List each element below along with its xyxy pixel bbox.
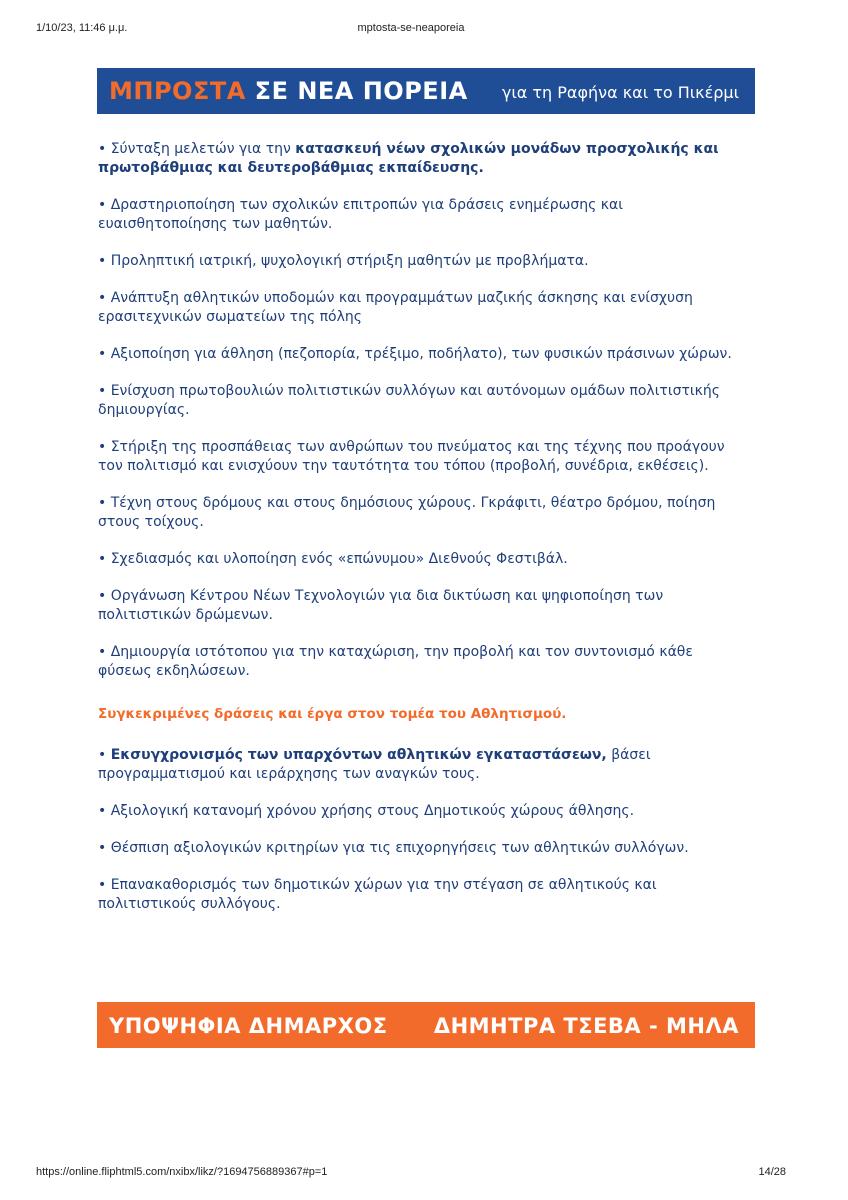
list-item-text: • Δραστηριοποίηση των σχολικών επιτροπών για δράσεις ενημέρωσης και ευαισθητοποίησης των μαθητών. [98, 197, 624, 232]
list-item [98, 140, 738, 178]
list-item [98, 746, 738, 784]
print-header [36, 22, 786, 36]
list-item-text: • Αξιολογική κατανομή χρόνου χρήσης στους Δημοτικούς χώρους άθλησης. [98, 803, 635, 819]
banner-title-accent: ΜΠΡΟΣΤΑ [109, 77, 246, 105]
list-item-text: • Τέχνη στους δρόμους και στους δημόσιους χώρους. Γκράφιτι, θέατρο δρόμου, ποίηση στους τοίχους. [98, 495, 716, 530]
list-item [98, 587, 738, 625]
list-item-text: • Δημιουργία ιστότοπου για την καταχώριση, την προβολή και τον συντονισμό κάθε φύσεως εκδηλώσεων. [98, 644, 693, 679]
list-item [98, 289, 738, 327]
list-item [98, 550, 738, 569]
list-item [98, 839, 738, 858]
list-item [98, 252, 738, 271]
list-item-text: • Αξιοποίηση για άθληση (πεζοπορία, τρέξιμο, ποδήλατο), των φυσικών πράσινων χώρων. [98, 346, 732, 362]
list-item-text: • Στήριξη της προσπάθειας των ανθρώπων του πνεύματος και της τέχνης που προάγουν τον πολιτισμό και ενισχύουν την ταυτότητα του τόπου (προβολή, συνέδρια, εκθέσεις). [98, 439, 725, 474]
bottom-banner [97, 1002, 755, 1048]
list-item [98, 345, 738, 364]
print-footer [36, 1166, 786, 1180]
candidate-role: ΥΠΟΨΗΦΙΑ ΔΗΜΑΡΧΟΣ [109, 1014, 388, 1038]
print-datetime: 1/10/23, 11:46 μ.μ. [36, 22, 128, 34]
print-page-number: 14/28 [758, 1166, 786, 1178]
actions-list-sports [98, 746, 738, 914]
section-heading-sports: Συγκεκριμένες δράσεις και έργα στον τομέα του Αθλητισμού. [98, 706, 567, 722]
list-item [98, 876, 738, 914]
list-item [98, 438, 738, 476]
list-item-text: • Ενίσχυση πρωτοβουλιών πολιτιστικών συλλόγων και αυτόνομων ομάδων πολιτιστικής δημιουργίας. [98, 383, 720, 418]
list-item-text: • Οργάνωση Κέντρου Νέων Τεχνολογιών για δια δικτύωση και ψηφιοποίηση των πολιτιστικών δρώμενων. [98, 588, 664, 623]
actions-list-culture-education [98, 140, 738, 681]
list-item-emphasis: Εκσυγχρονισμός των υπαρχόντων αθλητικών εγκαταστάσεων, [110, 747, 607, 763]
banner-subtitle: για τη Ραφήνα και το Πικέρμι [501, 83, 739, 102]
banner-title-rest: ΣΕ ΝΕΑ ΠΟΡΕΙΑ [245, 77, 468, 105]
list-item-text: • Ανάπτυξη αθλητικών υποδομών και προγραμμάτων μαζικής άσκησης και ενίσχυση ερασιτεχνικών σωματείων της πόλης [98, 290, 693, 325]
list-item-text: • Προληπτική ιατρική, ψυχολογική στήριξη μαθητών με προβλήματα. [98, 253, 589, 269]
list-item [98, 494, 738, 532]
list-item [98, 802, 738, 821]
print-doc-title: mptosta-se-neaporeia [357, 22, 465, 34]
list-item [98, 382, 738, 420]
list-item-emphasis: κατασκευή νέων σχολικών μονάδων προσχολικής και πρωτοβάθμιας και δευτεροβάθμιας εκπαίδευσης. [98, 141, 719, 176]
list-item [98, 196, 738, 234]
list-item-text: • Θέσπιση αξιολογικών κριτηρίων για τις επιχορηγήσεις των αθλητικών συλλόγων. [98, 840, 689, 856]
list-item [98, 643, 738, 681]
list-item-text: • Σχεδιασμός και υλοποίηση ενός «επώνυμου» Διεθνούς Φεστιβάλ. [98, 551, 568, 567]
list-item-text: • Σύνταξη μελετών για την [98, 141, 296, 157]
print-url: https://online.fliphtml5.com/nxibx/likz/?1694756889367#p=1 [36, 1166, 328, 1178]
document-body [98, 140, 738, 932]
banner-title [109, 77, 468, 105]
top-banner [97, 68, 755, 114]
list-item-text: • [98, 747, 111, 763]
candidate-name: ΔΗΜΗΤΡΑ ΤΣΕΒΑ - ΜΗΛΑ [433, 1014, 739, 1038]
list-item-text: • Επανακαθορισμός των δημοτικών χώρων για την στέγαση σε αθλητικούς και πολιτιστικούς συλλόγους. [98, 877, 657, 912]
list-item-text-continued: βάσει προγραμματισμού και ιεράρχησης των αναγκών τους. [98, 747, 651, 782]
